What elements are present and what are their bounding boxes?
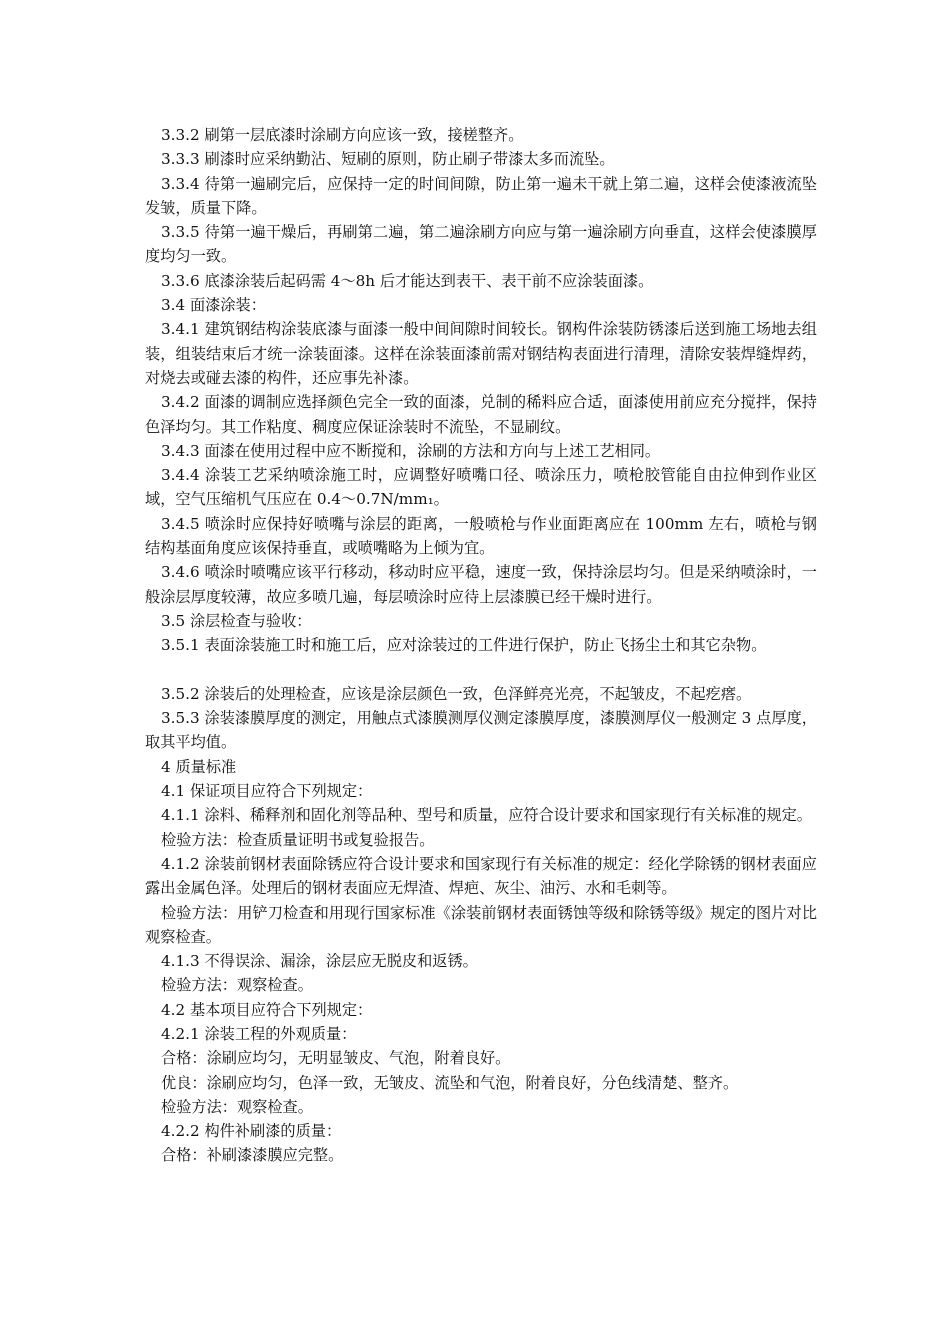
section-heading-4-1: 4.1 保证项目应符合下列规定：: [161, 782, 373, 801]
document-body: [145, 123, 817, 1168]
paragraph-3-5-1: 3.5.1 表面涂装施工时和施工后，应对涂装过的工件进行保护，防止飞扬尘土和其它杂物。: [161, 636, 767, 655]
paragraph-4-2-1: 4.2.1 涂装工程的外观质量：: [161, 1024, 357, 1043]
section-heading-4-2: 4.2 基本项目应符合下列规定：: [161, 1000, 373, 1019]
qualified-criteria-4-2-1: 合格：涂刷应均匀，无明显皱皮、气泡，附着良好。: [161, 1049, 511, 1068]
section-heading-4: 4 质量标准: [161, 757, 237, 776]
inspection-method-4-1-3: 检验方法：观察检查。: [161, 976, 313, 995]
paragraph-3-3-5: 3.3.5 待第一遍干燥后，再刷第二遍，第二遍涂刷方向应与第一遍涂刷方向垂直，这样会使漆膜厚度均匀一致。: [145, 223, 817, 266]
inspection-method-4-1-1: 检验方法：检查质量证明书或复验报告。: [161, 830, 435, 849]
paragraph-3-3-3: 3.3.3 刷漆时应采纳勤沾、短刷的原则，防止刷子带漆太多而流坠。: [161, 150, 615, 169]
paragraph-3-4-4: 3.4.4 涂装工艺采纳喷涂施工时，应调整好喷嘴口径、喷涂压力，喷枪胶管能自由拉伸到作业区域，空气压缩机气压应在 0.4～0.7N/mm₁。: [145, 466, 817, 509]
paragraph-3-5-3: 3.5.3 涂装漆膜厚度的测定，用触点式漆膜测厚仪测定漆膜厚度，漆膜测厚仪一般测定 3 点厚度，取其平均值。: [145, 709, 817, 752]
paragraph-3-4-1: 3.4.1 建筑钢结构涂装底漆与面漆一般中间间隙时间较长。钢构件涂装防锈漆后送到施工场地去组装，组装结束后才统一涂装面漆。这样在涂装面漆前需对钢结构表面进行清理，清除安装焊缝焊药，对烧去或碰去漆的构件，还应事先补漆。: [145, 320, 817, 387]
paragraph-3-5-2: 3.5.2 涂装后的处理检查，应该是涂层颜色一致，色泽鲜亮光亮，不起皱皮，不起疙瘩。: [161, 684, 752, 703]
paragraph-3-4-2: 3.4.2 面漆的调制应选择颜色完全一致的面漆，兑制的稀料应合适，面漆使用前应充分搅拌，保持色泽均匀。其工作粘度、稠度应保证涂装时不流坠，不显刷纹。: [145, 393, 817, 436]
paragraph-3-4-6: 3.4.6 喷涂时喷嘴应该平行移动，移动时应平稳，速度一致，保持涂层均匀。但是采纳喷涂时，一般涂层厚度较薄，故应多喷几遍，每层喷涂时应待上层漆膜已经干燥时进行。: [145, 563, 817, 606]
paragraph-4-1-1: 4.1.1 涂料、稀释剂和固化剂等品种、型号和质量，应符合设计要求和国家现行有关标准的规定。: [161, 806, 812, 825]
inspection-method-4-1-2: 检验方法：用铲刀检查和用现行国家标准《涂装前钢材表面锈蚀等级和除锈等级》规定的图片对比观察检查。: [145, 903, 817, 946]
paragraph-4-1-2: 4.1.2 涂装前钢材表面除锈应符合设计要求和国家现行有关标准的规定：经化学除锈的钢材表面应露出金属色泽。处理后的钢材表面应无焊渣、焊疤、灰尘、油污、水和毛刺等。: [145, 854, 817, 898]
excellent-criteria-4-2-1: 优良：涂刷应均匀，色泽一致，无皱皮、流坠和气泡，附着良好，分色线清楚、整齐。: [161, 1073, 739, 1092]
section-heading-3-5: 3.5 涂层检查与验收：: [161, 611, 312, 630]
paragraph-3-4-5: 3.4.5 喷涂时应保持好喷嘴与涂层的距离，一般喷枪与作业面距离应在 100mm 左右，喷枪与钢结构基面角度应该保持垂直，或喷嘴略为上倾为宜。: [145, 514, 817, 558]
paragraph-4-2-2: 4.2.2 构件补刷漆的质量：: [161, 1122, 342, 1141]
paragraph-4-1-3: 4.1.3 不得误涂、漏涂，涂层应无脱皮和返锈。: [161, 952, 478, 971]
section-heading-3-4: 3.4 面漆涂装：: [161, 296, 266, 315]
paragraph-3-3-4: 3.3.4 待第一遍刷完后，应保持一定的时间间隙，防止第一遍未干就上第二遍，这样会使漆液流坠发皱，质量下降。: [145, 174, 817, 217]
paragraph-3-3-6: 3.3.6 底漆涂装后起码需 4～8h 后才能达到表干、表干前不应涂装面漆。: [161, 271, 654, 290]
paragraph-3-3-2: 3.3.2 刷第一层底漆时涂刷方向应该一致，接槎整齐。: [161, 126, 524, 144]
inspection-method-4-2-1: 检验方法：观察检查。: [161, 1097, 313, 1116]
qualified-criteria-4-2-2: 合格：补刷漆漆膜应完整。: [161, 1146, 344, 1165]
paragraph-3-4-3: 3.4.3 面漆在使用过程中应不断搅和，涂刷的方法和方向与上述工艺相同。: [161, 441, 661, 460]
